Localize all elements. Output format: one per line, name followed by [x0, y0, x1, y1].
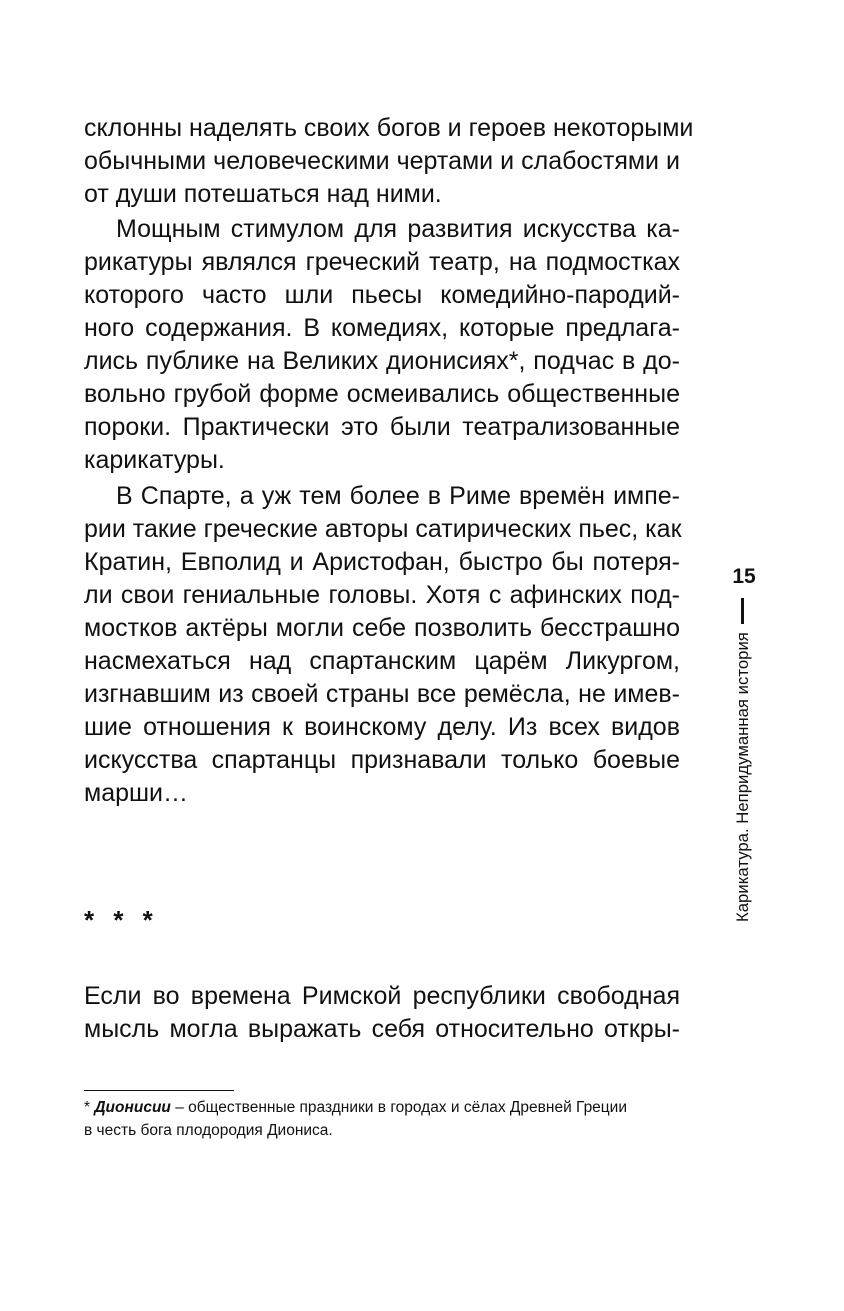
text-line: Если во времена Римской республики свободная [84, 982, 680, 1010]
text-line: склонны наделять своих богов и героев некоторыми [84, 114, 694, 142]
footnote-definition: – общественные праздники в городах и сёлах Древней Греции [170, 1099, 627, 1116]
text-line: лись публике на Великих дионисиях*, подчас в до- [84, 347, 680, 375]
text-line: мысль могла выражать себя относительно откры- [84, 1015, 680, 1043]
footnote-line-1 [84, 1096, 684, 1119]
footnote-rule [84, 1090, 234, 1091]
text-line: от души потешаться над ними. [84, 180, 442, 208]
text-line: ного содержания. В комедиях, которые предлага- [84, 314, 680, 342]
text-line: насмехаться над спартанским царём Ликургом, [84, 647, 680, 675]
footnote-line-2: в честь бога плодородия Диониса. [84, 1122, 333, 1139]
text-line: карикатуры. [84, 446, 225, 474]
text-line: которого часто шли пьесы комедийно-пародий- [84, 281, 680, 309]
footnote-marker: * [84, 1099, 91, 1116]
text-line: вольно грубой форме осмеивались общественные [84, 380, 680, 408]
running-head: Карикатура. Непридуманная история [733, 632, 752, 922]
text-line: шие отношения к воинскому делу. Из всех видов [84, 713, 680, 741]
text-line: мостков актёры могли себе позволить бесстрашно [84, 614, 680, 642]
text-line: пороки. Практически это были театрализованные [84, 413, 680, 441]
footnote-term: Дионисии [94, 1099, 171, 1116]
text-line: рии такие греческие авторы сатирических пьес, как [84, 515, 682, 543]
text-line: В Спарте, а уж тем более в Риме времён импе- [116, 482, 680, 510]
margin-rule [741, 598, 744, 624]
text-line: изгнавшим из своей страны все ремёсла, не имев- [84, 680, 680, 708]
text-line: рикатуры являлся греческий театр, на подмостках [84, 248, 680, 276]
page-number: 15 [732, 565, 756, 588]
text-line: марши… [84, 779, 189, 807]
text-line: Мощным стимулом для развития искусства ка- [116, 215, 680, 243]
text-line: ли свои гениальные головы. Хотя с афинских под- [84, 581, 680, 609]
running-head-container [730, 632, 756, 922]
text-line: искусства спартанцы признавали только боевые [84, 746, 680, 774]
text-line: обычными человеческими чертами и слабостями и [84, 147, 680, 175]
text-line: Кратин, Евполид и Аристофан, быстро бы потеря- [84, 548, 680, 576]
section-separator: * * * [84, 905, 159, 935]
